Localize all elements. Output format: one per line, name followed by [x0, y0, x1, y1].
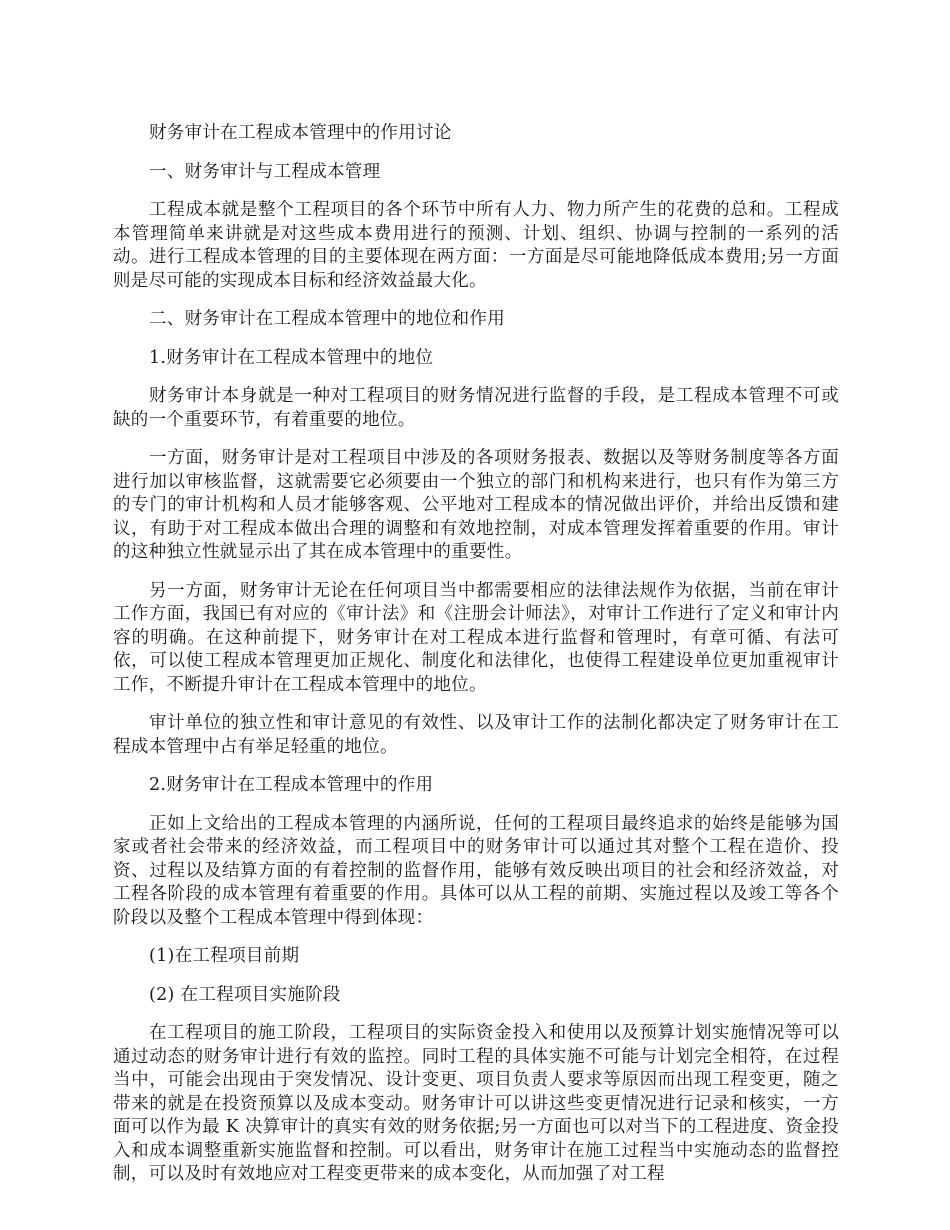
- list-item-heading: (1)在工程项目前期: [149, 946, 300, 966]
- paragraph: 另一方面，财务审计无论在任何项目当中都需要相应的法律法规作为依据，当前在审计工作方面，我国已有对应的《审计法》和《注册会计师法》，对审计工作进行了定义和审计内容的明确。在这种前提下，财务审计在对工程成本进行监督和管理时，有章可循、有法可依，可以使工程成本管理更加正规化、制度化和法律化，也使得工程建设单位更加重视审计工作，不断提升审计在工程成本管理中的地位。: [113, 580, 839, 695]
- subsection-heading-1: 1.财务审计在工程成本管理中的地位: [149, 347, 434, 368]
- paragraph: 正如上文给出的工程成本管理的内涵所说，任何的工程项目最终追求的始终是能够为国家或者社会带来的经济效益，而工程项目中的财务审计可以通过其对整个工程在造价、投资、过程以及结算方面的有着控制的监督作用，能够有效反映出项目的社会和经济效益，对工程各阶段的成本管理有着重要的作用。具体可以从工程的前期、实施过程以及竣工等各个阶段以及整个工程成本管理中得到体现：: [113, 813, 839, 928]
- paragraph: 在工程项目的施工阶段，工程项目的实际资金投入和使用以及预算计划实施情况等可以通过动态的财务审计进行有效的监控。同时工程的具体实施不可能与计划完全相符，在过程当中，可能会出现由于突发情况、设计变更、项目负责人要求等原因而出现工程变更，随之带来的就是在投资预算以及成本变动。财务审计可以讲这些变更情况进行记录和核实，一方面可以作为最 K 决算审计的真实有效的财务依据;另一方面也可以对当下的工程进度、资金投入和成本调整重新实施监督和控制。可以看出，财务审计在施工过程当中实施动态的监督控制，可以及时有效地应对工程变更带来的成本变化，从而加强了对工程: [113, 1023, 839, 1184]
- paragraph: 工程成本就是整个工程项目的各个环节中所有人力、物力所产生的花费的总和。工程成本管理简单来讲就是对这些成本费用进行的预测、计划、组织、协调与控制的一系列的活动。进行工程成本管理的目的主要体现在两方面：一方面是尽可能地降低成本费用;另一方面则是尽可能的实现成本目标和经济效益最大化。: [113, 200, 839, 291]
- paragraph: 审计单位的独立性和审计意见的有效性、以及审计工作的法制化都决定了财务审计在工程成本管理中占有举足轻重的地位。: [113, 713, 839, 757]
- paragraph: 一方面，财务审计是对工程项目中涉及的各项财务报表、数据以及等财务制度等各方面进行加以审核监督，这就需要它必须要由一个独立的部门和机构来进行，也只有作为第三方的专门的审计机构和人员才能够客观、公平地对工程成本的情况做出评价，并给出反馈和建议，有助于对工程成本做出合理的调整和有效地控制，对成本管理发挥着重要的作用。审计的这种独立性就显示出了其在成本管理中的重要性。: [113, 448, 839, 562]
- document-title: 财务审计在工程成本管理中的作用讨论: [149, 123, 452, 143]
- section-heading-1: 一、财务审计与工程成本管理: [149, 161, 381, 182]
- subsection-heading-2: 2.财务审计在工程成本管理中的作用: [149, 775, 434, 795]
- paragraph: 财务审计本身就是一种对工程项目的财务情况进行监督的手段，是工程成本管理不可或缺的一个重要环节，有着重要的地位。: [113, 386, 839, 430]
- list-item-heading: (2) 在工程项目实施阶段: [149, 984, 341, 1005]
- document-body: [113, 122, 839, 1202]
- section-heading-2: 二、财务审计在工程成本管理中的地位和作用: [149, 309, 505, 329]
